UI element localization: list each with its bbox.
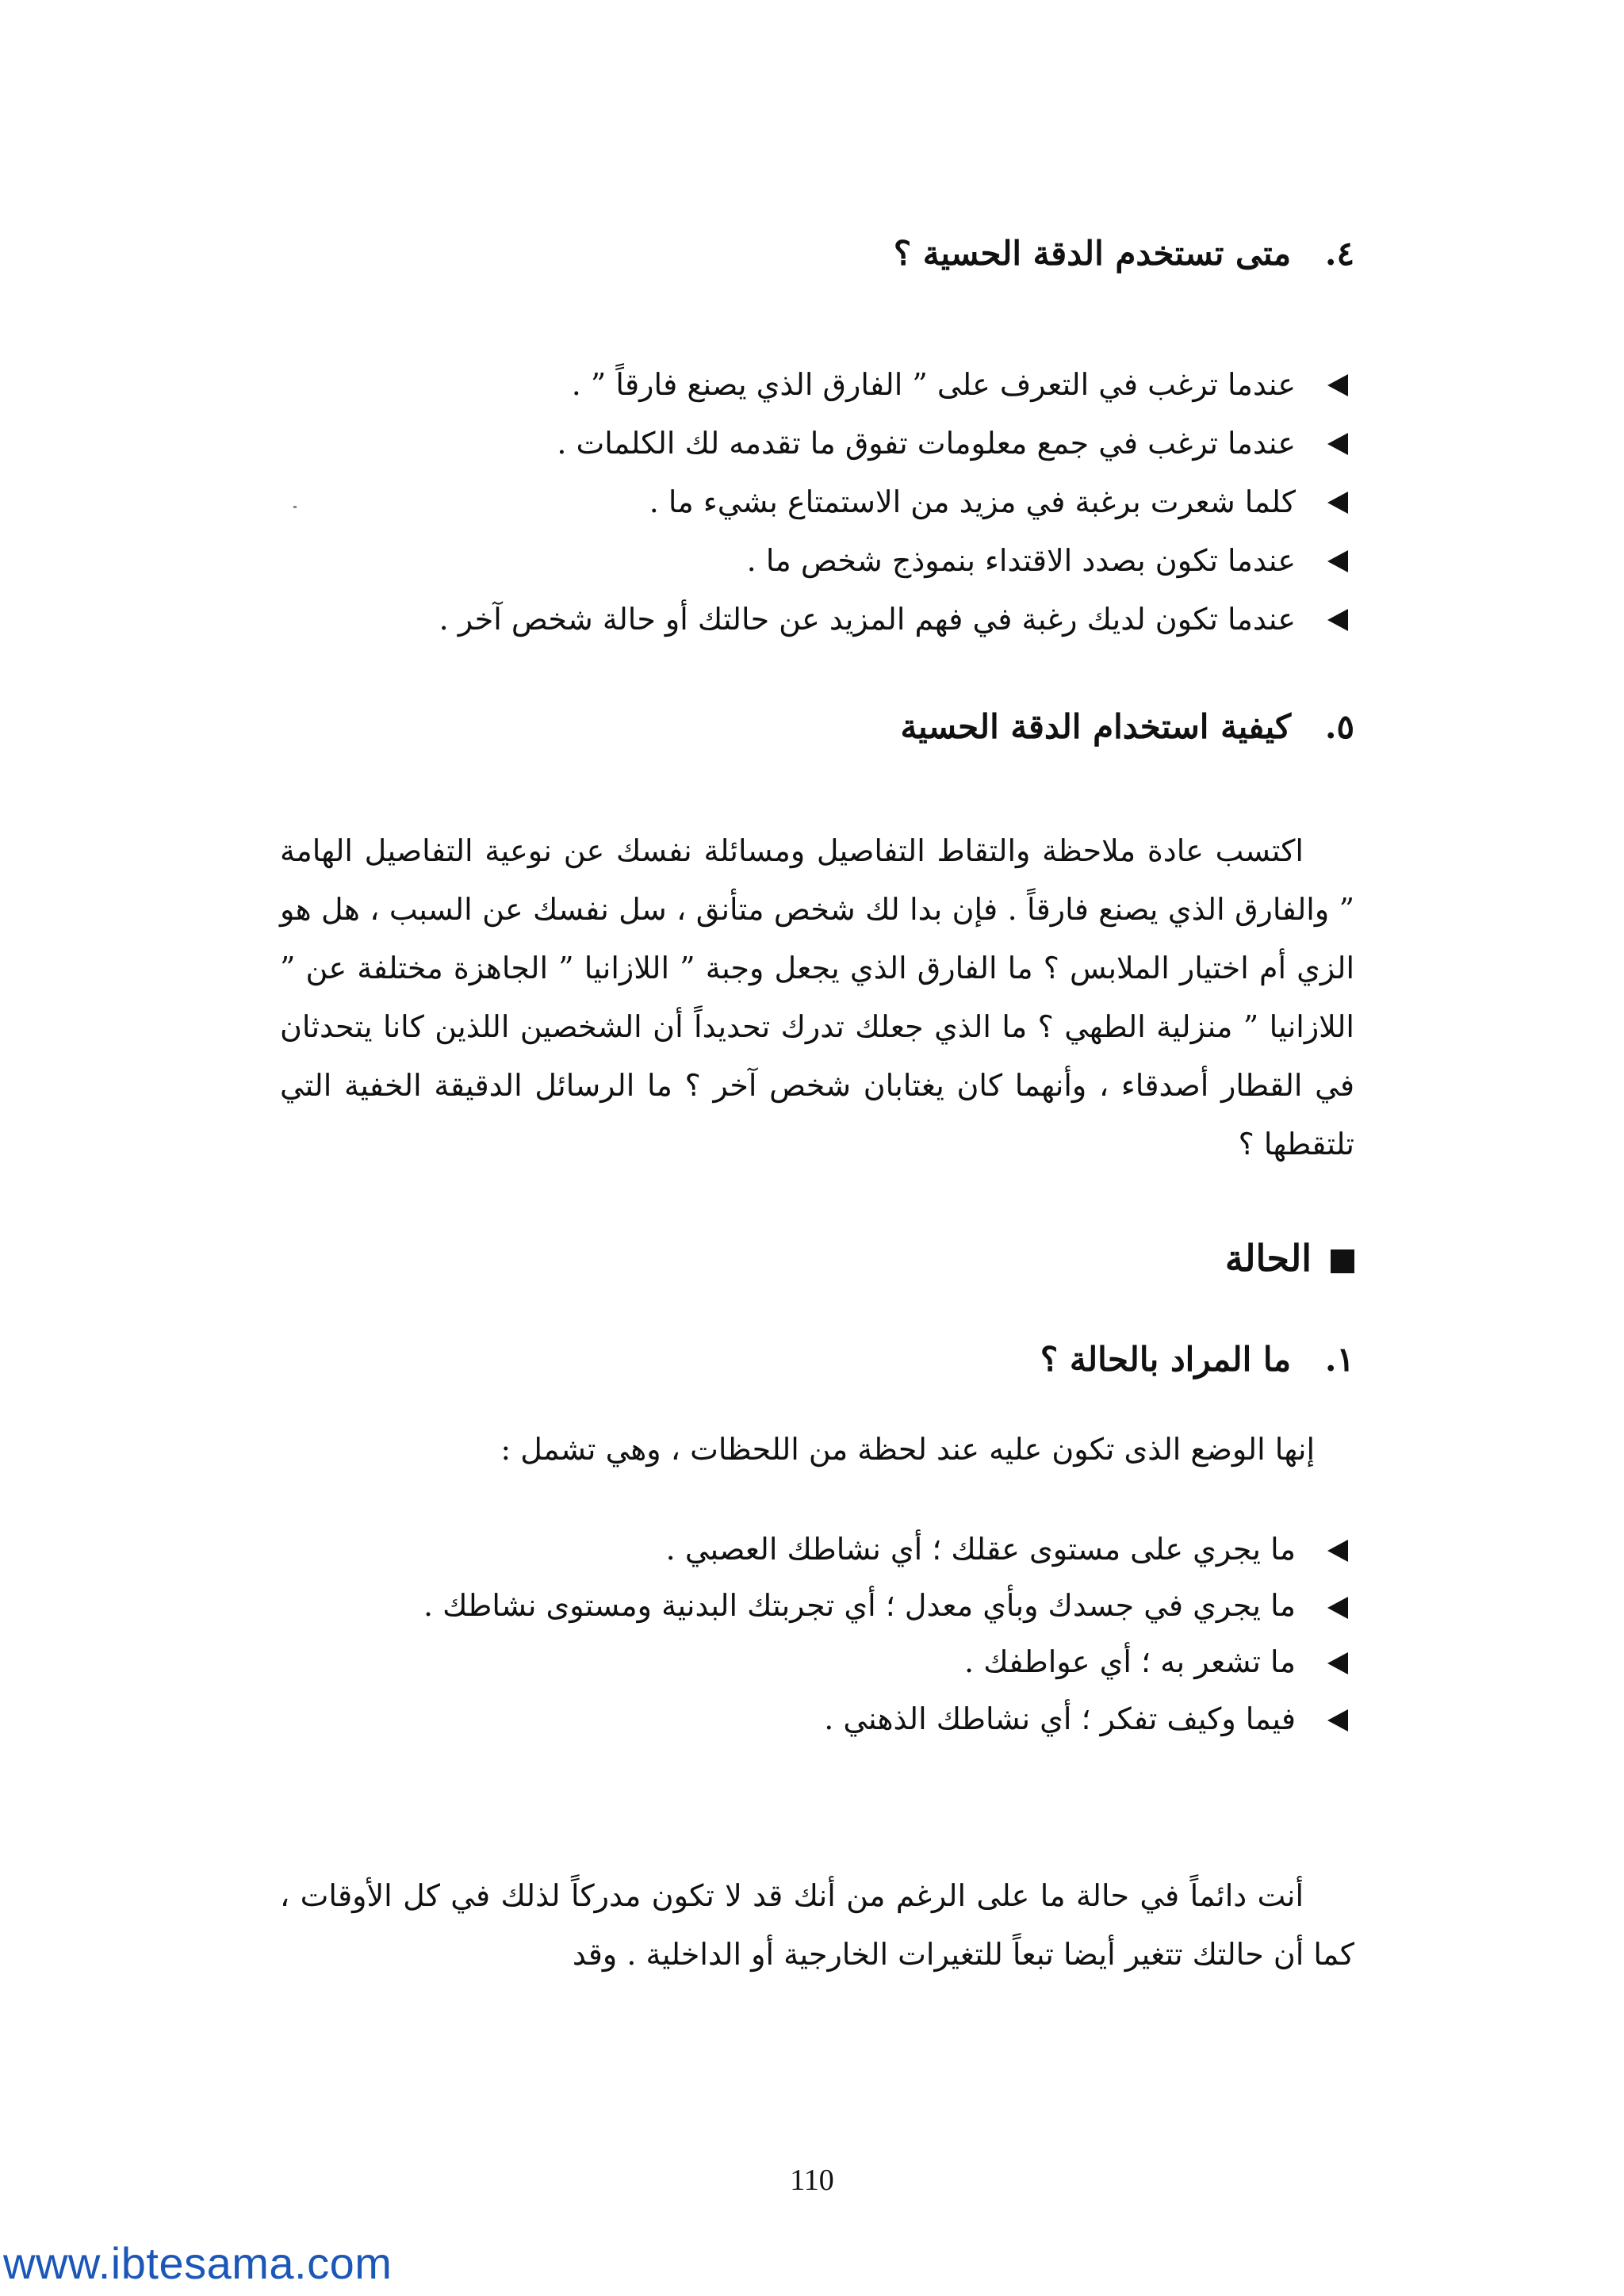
list-item-text: ما تشعر به ؛ أي عواطفك . — [964, 1644, 1296, 1679]
state-section-title-text: الحالة — [1224, 1237, 1312, 1280]
list-item — [439, 531, 1354, 590]
square-bullet-icon — [1331, 1249, 1354, 1273]
state-subsection-1-title: ما المراد بالحالة ؟ — [1040, 1340, 1292, 1379]
triangle-bullet-icon — [1327, 550, 1348, 572]
list-item-text: كلما شعرت برغبة في مزيد من الاستمتاع بشيء ما . — [649, 484, 1296, 519]
state-section-title — [1225, 1237, 1354, 1280]
triangle-bullet-icon — [1327, 1652, 1348, 1674]
list-item — [439, 590, 1354, 649]
section-5-number: ٥. — [1324, 707, 1354, 746]
closing-paragraph: أنت دائماً في حالة ما على الرغم من أنك قد لا تكون مدركاً لذلك في كل الأوقات ، كما أن حالتك تتغير أيضا تبعاً للتغيرات الخارجية أو الداخلية . وقد — [280, 1878, 1354, 1972]
section-5-heading — [901, 707, 1355, 746]
list-item-text: ما يجري على مستوى عقلك ؛ أي نشاطك العصبي . — [665, 1532, 1296, 1567]
triangle-bullet-icon — [1327, 374, 1348, 396]
triangle-bullet-icon — [1327, 492, 1348, 514]
triangle-bullet-icon — [1327, 609, 1348, 631]
list-item-text: ما يجري في جسدك وبأي معدل ؛ أي تجربتك البدنية ومستوى نشاطك . — [423, 1588, 1296, 1623]
scan-speck — [293, 506, 297, 508]
triangle-bullet-icon — [1327, 1540, 1348, 1562]
state-subsection-1-number: ١. — [1324, 1340, 1354, 1379]
section-5-paragraph: اكتسب عادة ملاحظة والتقاط التفاصيل ومسائلة نفسك عن نوعية التفاصيل الهامة ” والفارق الذي يصنع فارقاً . فإن بدا لك شخص متأنق ، سل نفسك عن السبب ، هل هو الزي أم اختيار الملابس ؟ ما الفارق الذي يجعل وجبة ” اللازانيا ” الجاهزة مختلفة عن ” اللازانيا ” منزلية الطهي ؟ ما الذي جعلك تدرك تحديداً أن الشخصين اللذين كانا يتحدثان في القطار أصدقاء ، وأنهما كان يغتابان شخص آخر ؟ ما الرسائل الدقيقة الخفية التي تلتقطها ؟ — [280, 833, 1354, 1161]
section-4-number: ٤. — [1324, 234, 1354, 273]
page-number: 110 — [790, 2164, 834, 2197]
list-item-text: عندما تكون بصدد الاقتداء بنموذج شخص ما . — [746, 543, 1296, 578]
triangle-bullet-icon — [1327, 433, 1348, 455]
section-4-heading — [894, 234, 1354, 273]
state-intro-text: إنها الوضع الذى تكون عليه عند لحظة من اللحظات ، وهي تشمل : — [500, 1432, 1315, 1467]
state-bullet-list — [281, 1521, 1354, 1747]
list-item-text: فيما وكيف تفكر ؛ أي نشاطك الذهني . — [824, 1701, 1296, 1736]
list-item — [439, 473, 1354, 531]
triangle-bullet-icon — [1327, 1597, 1348, 1619]
list-item-text: عندما ترغب في جمع معلومات تفوق ما تقدمه لك الكلمات . — [557, 426, 1296, 461]
list-item — [281, 1633, 1354, 1690]
list-item — [439, 355, 1354, 414]
list-item — [281, 1690, 1354, 1747]
watermark-link[interactable]: www.ibtesama.com — [3, 2238, 393, 2288]
section-4-title: متى تستخدم الدقة الحسية ؟ — [893, 234, 1292, 273]
list-item — [281, 1521, 1354, 1578]
list-item — [439, 414, 1354, 473]
list-item — [281, 1578, 1354, 1633]
section-5-title: كيفية استخدام الدقة الحسية — [900, 707, 1292, 746]
state-subsection-1-heading — [1040, 1340, 1354, 1379]
section-4-bullet-list — [439, 355, 1354, 649]
list-item-text: عندما تكون لديك رغبة في فهم المزيد عن حالتك أو حالة شخص آخر . — [439, 602, 1296, 637]
triangle-bullet-icon — [1327, 1709, 1348, 1732]
list-item-text: عندما ترغب في التعرف على ” الفارق الذي يصنع فارقاً ” . — [571, 367, 1296, 402]
